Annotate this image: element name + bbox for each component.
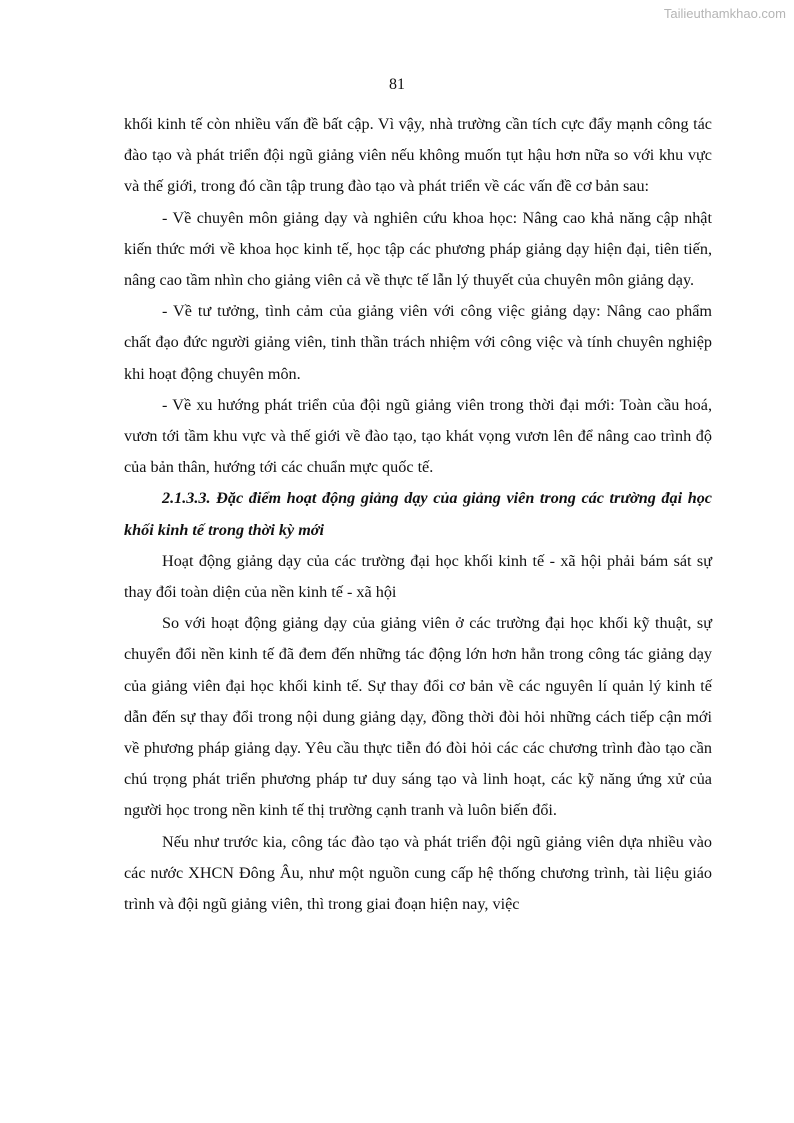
paragraph-intro: khối kinh tế còn nhiều vấn đề bất cập. Vì vậy, nhà trường cần tích cực đẩy mạnh công tác đào tạo và phát triển đội ngũ giảng viên nếu không muốn tụt hậu hơn nữa so với khu vực và thế giới, trong đó cần tập trung đào tạo và phát triển về các vấn đề cơ bản sau: xyxy=(124,115,712,196)
section-heading: 2.1.3.3. Đặc điểm hoạt động giảng dạy của giảng viên trong các trường đại học khối kinh tế trong thời kỳ mới xyxy=(124,489,712,539)
paragraph-teaching-activity: Hoạt động giảng dạy của các trường đại học khối kinh tế - xã hội phải bám sát sự thay đổi toàn diện của nền kinh tế - xã hội xyxy=(124,551,712,602)
paragraph-bullet-trend: - Về xu hướng phát triển của đội ngũ giảng viên trong thời đại mới: Toàn cầu hoá, vươn tới tầm khu vực và thế giới về đào tạo, tạo khát vọng vươn lên để nâng cao trình độ của bản thân, hướng tới các chuẩn mực quốc tế. xyxy=(124,395,712,477)
paragraph-bullet-teaching: - Về chuyên môn giảng dạy và nghiên cứu khoa học: Nâng cao khả năng cập nhật kiến thức mới về khoa học kinh tế, học tập các phương pháp giảng dạy hiện đại, tiên tiến, nâng cao tầm nhìn cho giảng viên cả về thực tế lẫn lý thuyết của chuyên môn giảng dạy. xyxy=(124,208,712,290)
paragraph-comparison: So với hoạt động giảng dạy của giảng viên ở các trường đại học khối kỹ thuật, sự chuyển đổi nền kinh tế đã đem đến những tác động lớn hơn hẳn trong công tác giảng dạy của giảng viên đại học khối kinh tế. Sự thay đổi cơ bản về các nguyên lí quản lý kinh tế dẫn đến sự thay đổi trong nội dung giảng dạy, đồng thời đòi hỏi những cách tiếp cận mới về phương pháp giảng dạy. Yêu cầu thực tiễn đó đòi hỏi các các chương trình đào tạo cần chú trọng phát triển phương pháp tư duy sáng tạo và linh hoạt, các kỹ năng ứng xử của người học trong nền kinh tế thị trường cạnh tranh và luôn biến đổi. xyxy=(124,614,712,820)
page-number: 81 xyxy=(389,76,405,93)
body-text xyxy=(124,109,712,920)
watermark: Tailieuthamkhao.com xyxy=(663,6,786,21)
paragraph-bullet-attitude: - Về tư tưởng, tình cảm của giảng viên với công việc giảng dạy: Nâng cao phẩm chất đạo đức người giảng viên, tinh thần trách nhiệm với công việc và tính chuyên nghiệp khi hoạt động chuyên môn. xyxy=(124,302,712,383)
paragraph-history: Nếu như trước kia, công tác đào tạo và phát triển đội ngũ giảng viên dựa nhiều vào các nước XHCN Đông Âu, như một nguồn cung cấp hệ thống chương trình, tài liệu giáo trình và đội ngũ giảng viên, thì trong giai đoạn hiện nay, việc xyxy=(124,832,712,914)
